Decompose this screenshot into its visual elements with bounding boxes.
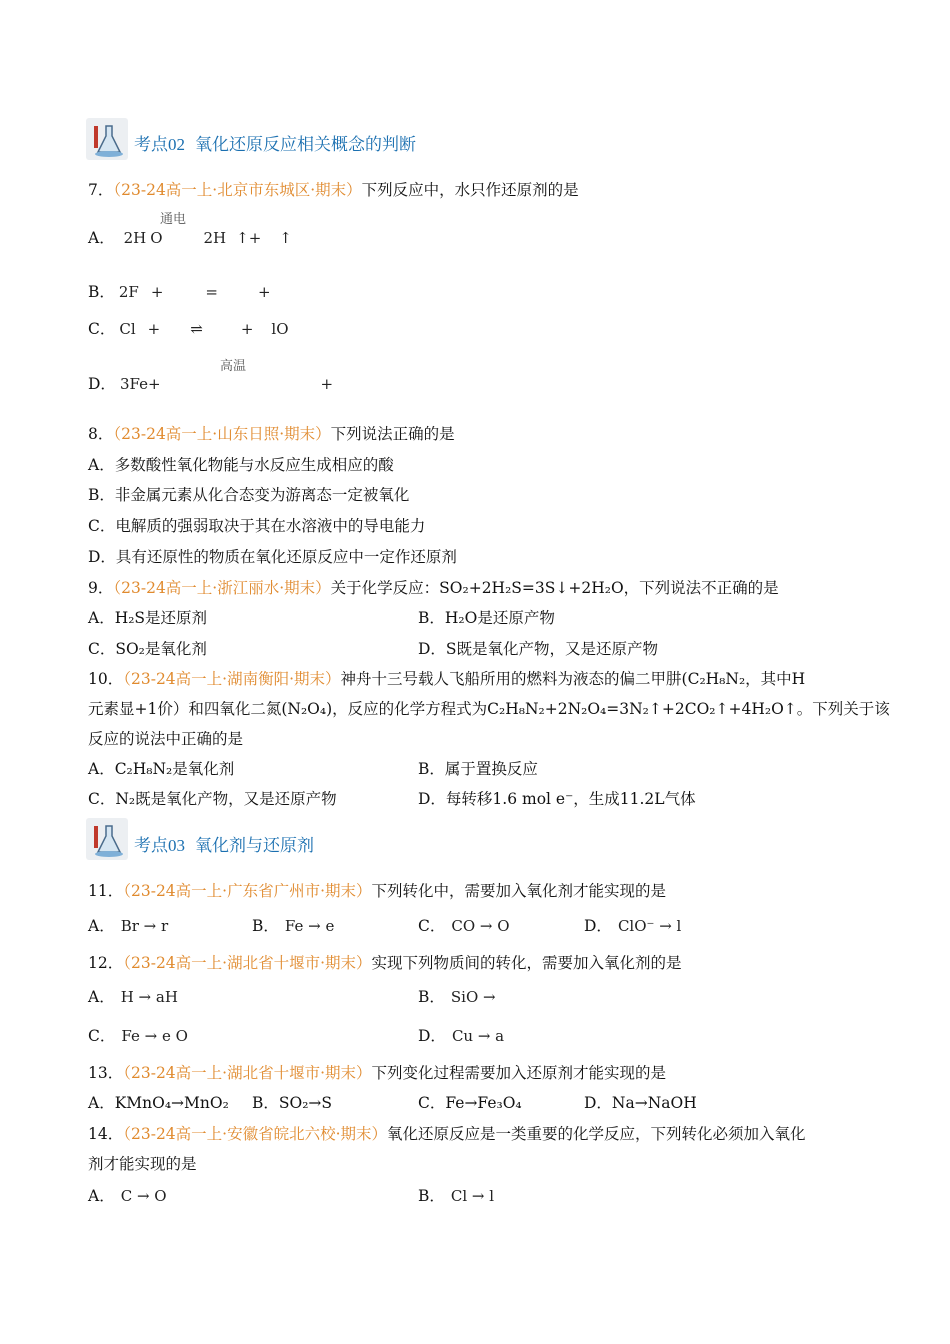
q14-option-b[interactable]: B． Cl → l: [418, 1187, 495, 1205]
q7-option-d[interactable]: D． 3Fe+ +: [88, 375, 334, 393]
q12-option-c[interactable]: C． Fe → e O: [88, 1027, 188, 1045]
question-10-line2: 元素显+1价）和四氧化二氮(N₂O₄)，反应的化学方程式为C₂H₈N₂+2N₂O₄=3N₂↑+2CO₂↑+4H₂O↑。下列关于该: [88, 700, 890, 718]
q13-option-d[interactable]: D．Na→NaOH: [584, 1094, 697, 1112]
q9-option-b[interactable]: B．H₂O是还原产物: [418, 609, 555, 627]
question-11: 11．（23-24高一上·广东省广州市·期末）下列转化中，需要加入氧化剂才能实现的是: [88, 882, 667, 900]
section-icon-flask: [86, 818, 128, 860]
q8-option-a[interactable]: A．多数酸性氧化物能与水反应生成相应的酸: [88, 456, 394, 474]
q8-option-c[interactable]: C．电解质的强弱取决于其在水溶液中的导电能力: [88, 517, 426, 535]
q11-option-d[interactable]: D． ClO⁻ → l: [584, 917, 682, 935]
q12-option-b[interactable]: B． SiO →: [418, 988, 496, 1006]
q7-option-c[interactable]: C． Cl + ⇌ + lO: [88, 320, 289, 338]
section-icon-flask: [86, 118, 128, 160]
q11-option-c[interactable]: C． CO → O: [418, 917, 510, 935]
q7-a-condition: 通电: [160, 212, 187, 227]
q12-option-d[interactable]: D． Cu → a: [418, 1027, 505, 1045]
question-9: 9．（23-24高一上·浙江丽水·期末）关于化学反应：SO₂+2H₂S=3S↓+2H₂O，下列说法不正确的是: [88, 579, 779, 597]
q7-d-condition: 高温: [220, 359, 247, 374]
q12-option-a[interactable]: A． H → aH: [88, 988, 178, 1006]
q13-option-a[interactable]: A．KMnO₄→MnO₂: [88, 1094, 229, 1112]
question-13: 13．（23-24高一上·湖北省十堰市·期末）下列变化过程需要加入还原剂才能实现的是: [88, 1064, 667, 1082]
q13-option-c[interactable]: C．Fe→Fe₃O₄: [418, 1094, 522, 1112]
q10-option-d[interactable]: D．每转移1.6 mol e⁻，生成11.2L气体: [418, 790, 696, 808]
q9-option-a[interactable]: A．H₂S是还原剂: [88, 609, 208, 627]
q10-option-b[interactable]: B．属于置换反应: [418, 760, 538, 778]
q14-option-a[interactable]: A． C → O: [88, 1187, 167, 1205]
q9-option-d[interactable]: D．S既是氧化产物，又是还原产物: [418, 640, 659, 658]
q8-option-d[interactable]: D．具有还原性的物质在氧化还原反应中一定作还原剂: [88, 548, 457, 566]
question-8: 8．（23-24高一上·山东日照·期末）下列说法正确的是: [88, 425, 455, 443]
question-10-line3: 反应的说法中正确的是: [88, 730, 244, 748]
question-12: 12．（23-24高一上·湖北省十堰市·期末）实现下列物质间的转化，需要加入氧化剂的是: [88, 954, 682, 972]
question-14-line2: 剂才能实现的是: [88, 1155, 197, 1173]
q10-option-a[interactable]: A．C₂H₈N₂是氧化剂: [88, 760, 235, 778]
section-title-03: 考点03 氧化剂与还原剂: [134, 836, 314, 856]
question-7: 7．（23-24高一上·北京市东城区·期末）下列反应中，水只作还原剂的是: [88, 181, 579, 199]
q11-option-a[interactable]: A． Br → r: [88, 917, 169, 935]
q7-option-a[interactable]: A． 2H O 2H ↑+ ↑: [88, 229, 292, 247]
q10-option-c[interactable]: C．N₂既是氧化产物，又是还原产物: [88, 790, 337, 808]
q8-option-b[interactable]: B．非金属元素从化合态变为游离态一定被氧化: [88, 486, 410, 504]
section-title-02: 考点02 氧化还原反应相关概念的判断: [134, 135, 416, 155]
q13-option-b[interactable]: B．SO₂→S: [252, 1094, 333, 1112]
question-14: 14．（23-24高一上·安徽省皖北六校·期末）氧化还原反应是一类重要的化学反应，下列转化必须加入氧化: [88, 1125, 806, 1143]
question-10: 10．（23-24高一上·湖南衡阳·期末）神舟十三号载人飞船所用的燃料为液态的偏二甲肼(C₂H₈N₂，其中H: [88, 670, 806, 688]
q7-option-b[interactable]: B． 2F + = +: [88, 283, 271, 301]
q9-option-c[interactable]: C．SO₂是氧化剂: [88, 640, 207, 658]
q11-option-b[interactable]: B． Fe → e: [252, 917, 335, 935]
